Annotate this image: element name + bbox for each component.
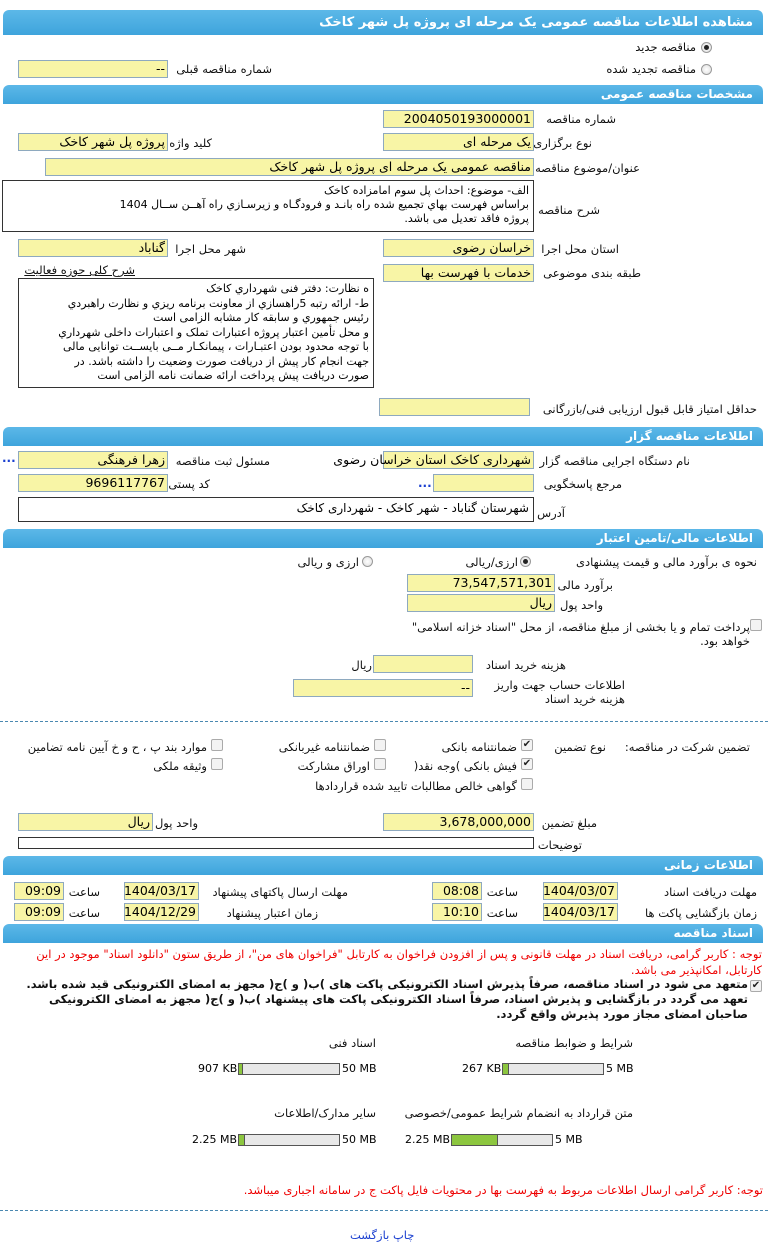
responsible-field[interactable]: زهرا فرهنگی [18, 451, 168, 469]
address-label: آدرس [537, 506, 565, 520]
activity-box [18, 278, 374, 388]
file-label: اسناد فنی [328, 1036, 376, 1050]
file-progress-bar [451, 1134, 553, 1146]
validity-time-field[interactable]: 09:09 [14, 903, 64, 921]
activity-line: صورت دریافت پیش پرداخت ارائه ضمانت نامه الزامی است [97, 369, 369, 382]
guarantee-checkbox-nonbank[interactable] [374, 739, 386, 751]
file-size: 2.25 MB [405, 1133, 451, 1146]
doc-deadline-field[interactable]: 1404/03/07 [543, 882, 618, 900]
description-label: شرح مناقصه [538, 203, 600, 217]
guarantee-option-label: وثیقه ملکی [153, 759, 207, 773]
keyword-label: کلید واژه [169, 136, 212, 150]
divider [0, 1210, 768, 1211]
guarantee-option-label: ضمانتنامه بانکی [441, 740, 517, 754]
prev-number-field[interactable]: -- [18, 60, 168, 78]
doc-cost-unit: ریال [351, 658, 372, 672]
opening-date-label: زمان بازگشایی پاکت ها [645, 906, 757, 920]
reference-more-button[interactable]: ... [418, 476, 432, 490]
postal-code-field[interactable]: 9696117767 [18, 474, 168, 492]
guarantee-checkbox-bank[interactable]: ✔ [522, 739, 532, 750]
commit-checkbox[interactable]: ✔ [751, 980, 761, 991]
guarantee-option-label: موارد بند پ ، ح و خ آیین نامه تضامین [27, 740, 207, 754]
radio-new-tender[interactable] [701, 42, 712, 53]
file-progress-fill [452, 1135, 498, 1145]
activity-line: ط- ارائه رتبه 5راهسازي از معاونت برنامه ريزي و نظارت راهبردي [67, 296, 369, 310]
guarantee-label: تضمین شرکت در مناقصه: [624, 740, 750, 754]
file-size: 907 KB [198, 1062, 238, 1075]
min-score-field[interactable] [379, 398, 530, 416]
file-progress-fill [503, 1064, 509, 1074]
section-documents: اسناد مناقصه [3, 924, 763, 943]
keyword-field[interactable]: پروژه پل شهر کاخک [18, 133, 168, 151]
file-max-size: 5 MB [606, 1062, 634, 1075]
send-deadline-time-field[interactable]: 09:09 [14, 882, 64, 900]
activity-line: با توجه محدود بودن اعتبـارات ، پیمانکـار مــی بایســت توانایی مالی [63, 340, 369, 353]
activity-line: رئيس جمهوري و سابقه کار مشابه الزامی است [152, 311, 369, 324]
currency-label: واحد پول [559, 598, 603, 612]
responsible-more-button[interactable]: ... [2, 451, 16, 465]
divider [0, 721, 768, 722]
file-max-size: 5 MB [555, 1133, 583, 1146]
file-progress-fill [239, 1064, 243, 1074]
foreign-rial-option-label: ارزی و ریالی [297, 555, 359, 569]
estimate-field[interactable]: 73,547,571,301 [407, 574, 555, 592]
section-timing: اطلاعات زمانی [3, 856, 763, 875]
opening-date-field[interactable]: 1404/03/17 [543, 903, 618, 921]
activity-label: شرح کلی حوزه فعالیت [24, 263, 135, 277]
org-name-field[interactable]: شهرداری کاخک استان خراسان رضوی [383, 451, 534, 469]
treasury-text: پرداخت تمام و یا بخشی از مبلغ مناقصه، از محل "اسناد خزانه اسلامی" خواهد بود. [411, 620, 750, 648]
time-label: ساعت [486, 885, 518, 899]
city-field[interactable]: گناباد [18, 239, 168, 257]
guarantee-notes-box [18, 837, 534, 849]
file-max-size: 50 MB [342, 1062, 377, 1075]
file-progress-fill [239, 1135, 245, 1145]
rial-option-label: ارزی/ریالی [465, 555, 518, 569]
currency-field[interactable]: ریال [407, 594, 555, 612]
page-title: مشاهده اطلاعات مناقصه عمومی یک مرحله ای پروژه پل شهر کاخک [3, 10, 763, 35]
postal-code-label: کد پستی [168, 477, 210, 491]
price-list-notice: توجه: کاربر گرامی ارسال اطلاعات مربوط به فهرست بها در محتویات فایل پاکت ج در سامانه اجباری میباشد. [243, 1183, 763, 1197]
guarantee-checkbox-claims[interactable] [521, 778, 533, 790]
file-label: سایر مدارک/اطلاعات [274, 1106, 376, 1120]
org-name-label: نام دستگاه اجرایی مناقصه گزار [539, 454, 690, 468]
guarantee-checkbox-property[interactable] [211, 758, 223, 770]
category-field[interactable]: خدمات با فهرست بها [383, 264, 534, 282]
doc-cost-label: هزینه خرید اسناد [485, 658, 566, 672]
validity-date-field[interactable]: 1404/12/29 [124, 903, 199, 921]
min-score-label: حداقل امتیاز قابل قبول ارزیابی فنی/بازرگانی [542, 402, 757, 416]
desc-line: الف- موضوع: احداث پل سوم امامزاده کاخک [324, 184, 529, 197]
account-info-label: اطلاعات حساب جهت واریز هزینه خرید اسناد [494, 678, 625, 706]
prev-number-label: شماره مناقصه قبلی [176, 62, 272, 76]
reference-label: مرجع پاسخگویی [543, 477, 622, 491]
guarantee-option-label: ضمانتنامه غیربانکی [278, 740, 370, 754]
doc-deadline-label: مهلت دریافت اسناد [664, 885, 757, 899]
guarantee-type-label: نوع تضمین [554, 740, 606, 754]
validity-date-label: زمان اعتبار پیشنهاد [226, 906, 318, 920]
documents-notice: توجه : کاربر گرامی، دریافت اسناد در مهلت قانونی و پس از افزودن فراخوان به کارتابل "فراخوان های من"، از طریق ستون "دانلود اسناد" موجود در این کارتابل، امکانپذیر می باشد. [36, 947, 762, 977]
treasury-checkbox[interactable] [750, 619, 762, 631]
tender-number-field[interactable]: 2004050193000001 [383, 110, 534, 128]
guarantee-notes-label: توضیحات [537, 838, 582, 852]
responsible-label: مسئول ثبت مناقصه [175, 454, 270, 468]
desc-line: براساس فهرست بهاي تجميع شده راه بانـد و فرودگـاه و زيرسـازي راه آهــن ســال 1404 [119, 198, 529, 211]
file-label: متن قرارداد به انضمام شرایط عمومی/خصوصی [404, 1106, 633, 1120]
guarantee-unit-label: واحد پول [154, 816, 198, 830]
renewed-tender-label: مناقصه تجدید شده [606, 62, 696, 76]
time-label: ساعت [68, 885, 100, 899]
account-info-field[interactable]: -- [293, 679, 473, 697]
guarantee-checkbox-clauses[interactable] [211, 739, 223, 751]
guarantee-option-label: گواهی خالص مطالبات تایید شده قراردادها [315, 779, 517, 793]
reference-field[interactable] [433, 474, 534, 492]
send-deadline-label: مهلت ارسال پاکتهای پیشنهاد [212, 885, 348, 899]
desc-line: پروژه فاقد تعدیل می باشد. [404, 212, 529, 225]
activity-line: جهت انجام کار پیش از دریافت صورت وضعیت را داشته باشد. در [74, 354, 369, 368]
guarantee-unit-field[interactable]: ریال [18, 813, 153, 831]
province-field[interactable]: خراسان رضوی [383, 239, 534, 257]
file-label: شرایط و ضوابط مناقصه [515, 1036, 633, 1050]
radio-foreign-rial[interactable] [362, 556, 373, 567]
radio-rial[interactable] [520, 556, 531, 567]
category-label: طبقه بندی موضوعی [543, 266, 641, 280]
province-label: استان محل اجرا [541, 242, 619, 256]
file-progress-bar [238, 1134, 340, 1146]
doc-deadline-time-field[interactable]: 08:08 [432, 882, 482, 900]
tender-number-label: شماره مناقصه [546, 112, 616, 126]
new-tender-label: مناقصه جدید [635, 40, 696, 54]
activity-line: و محل تأمین اعتبار پروژه اعتبارات تملک و اعتبارات داخلی شهرداري [58, 325, 369, 339]
section-organizer: اطلاعات مناقصه گزار [3, 427, 763, 446]
subject-field[interactable]: مناقصه عمومی یک مرحله ای پروژه پل شهر کاخک [45, 158, 534, 176]
print-back-link[interactable]: چاپ بازگشت [350, 1228, 415, 1242]
radio-renewed-tender[interactable] [701, 64, 712, 75]
time-label: ساعت [486, 906, 518, 920]
guarantee-option-label: اوراق مشارکت [297, 759, 370, 773]
tender-type-field[interactable]: یک مرحله ای [383, 133, 534, 151]
address-box: شهرستان گناباد - شهر کاخک - شهرداری کاخک [18, 497, 534, 522]
estimate-label: برآورد مالی [557, 578, 613, 592]
tender-type-label: نوع برگزاری [533, 136, 592, 150]
description-box [2, 180, 534, 232]
file-progress-bar [502, 1063, 604, 1075]
file-size: 267 KB [462, 1062, 502, 1075]
doc-cost-field[interactable] [373, 655, 473, 673]
guarantee-checkbox-bonds[interactable] [374, 758, 386, 770]
estimate-method-label: نحوه ی برآورد مالی و قیمت پیشنهادی [575, 555, 757, 569]
activity-line: ه نظارت: دفتر فنی شهرداري کاخک [206, 282, 369, 295]
commit-text: متعهد می شود در اسناد مناقصه، صرفاً پذيرش اسناد الکترونيکی پاکت های )ب( و )ج( مجهز به امضای الکترونیکی قید شده باشد. تعهد می گردد در بازگشايی و پذيرش اسناد، صرفاً اسناد الکترونيکی پاکت های پيشنهاد )ب( و )ج( مجهز به امضای الکترونیکی صاحبان امضای مجاز مورد پذيرش واقع گردد. [26, 977, 748, 1021]
file-size: 2.25 MB [192, 1133, 238, 1146]
guarantee-amount-label: مبلغ تضمین [541, 816, 597, 830]
file-progress-bar [238, 1063, 340, 1075]
guarantee-checkbox-cash[interactable]: ✔ [522, 758, 532, 769]
send-deadline-field[interactable]: 1404/03/17 [124, 882, 199, 900]
guarantee-option-label: فیش بانکی )وجه نقد( [413, 759, 517, 773]
guarantee-amount-field[interactable]: 3,678,000,000 [383, 813, 534, 831]
section-finance: اطلاعات مالی/تامین اعتبار [3, 529, 763, 548]
time-label: ساعت [68, 906, 100, 920]
file-max-size: 50 MB [342, 1133, 377, 1146]
section-general: مشخصات مناقصه عمومی [3, 85, 763, 104]
subject-label: عنوان/موضوع مناقصه [535, 161, 640, 175]
opening-time-field[interactable]: 10:10 [432, 903, 482, 921]
city-label: شهر محل اجرا [175, 242, 246, 256]
